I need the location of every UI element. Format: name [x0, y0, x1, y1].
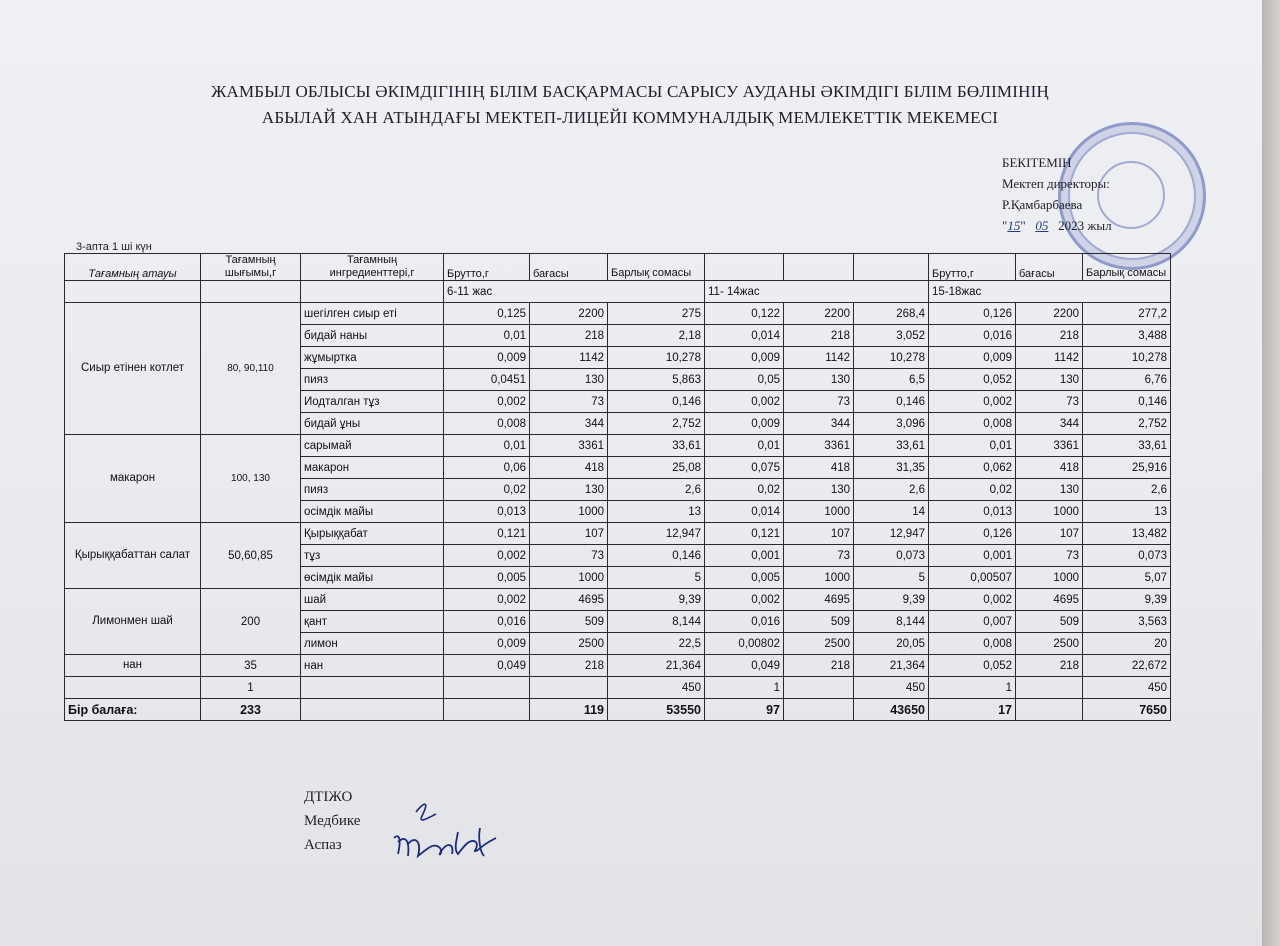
- empty-cell: [444, 677, 530, 699]
- ingredient-name: пияз: [301, 369, 444, 391]
- value-cell: 2,6: [854, 479, 929, 501]
- value-cell: 2,752: [608, 413, 705, 435]
- header-ingredients: Тағамның ингредиенттері,г: [301, 254, 444, 281]
- ingredient-name: өсімдік майы: [301, 567, 444, 589]
- value-cell: 0,146: [608, 545, 705, 567]
- value-cell: 73: [1016, 545, 1083, 567]
- date-month: 05: [1035, 218, 1049, 233]
- value-cell: 107: [1016, 523, 1083, 545]
- value-cell: 418: [530, 457, 608, 479]
- value-cell: 0,002: [929, 589, 1016, 611]
- ingredient-name: лимон: [301, 633, 444, 655]
- ingredient-name: нан: [301, 655, 444, 677]
- value-cell: 73: [530, 545, 608, 567]
- value-cell: 0,016: [705, 611, 784, 633]
- ingredient-name: жұмыртка: [301, 347, 444, 369]
- value-cell: 0,016: [444, 611, 530, 633]
- footer-line-1: ДТІЖО: [304, 789, 353, 805]
- value-cell: 0,007: [929, 611, 1016, 633]
- value-cell: 0,02: [929, 479, 1016, 501]
- value-cell: 0,06: [444, 457, 530, 479]
- ingredient-name: осімдік майы: [301, 501, 444, 523]
- approval-title: БЕКІТЕМІН: [1002, 155, 1072, 170]
- dish-name: Сиыр етінен котлет: [65, 303, 201, 435]
- dish-output: 50,60,85: [201, 523, 301, 589]
- value-cell: 2200: [784, 303, 854, 325]
- value-cell: 1000: [530, 501, 608, 523]
- value-cell: 33,61: [1083, 435, 1171, 457]
- value-cell: 20: [1083, 633, 1171, 655]
- value-cell: 218: [784, 655, 854, 677]
- header-price-3: бағасы: [1016, 254, 1083, 281]
- value-cell: 0,009: [444, 633, 530, 655]
- value-cell: 0,126: [929, 523, 1016, 545]
- dish-output: 100, 130: [201, 435, 301, 523]
- header-output: Тағамның шығымы,г: [201, 254, 301, 281]
- header-empty-1: [705, 254, 784, 281]
- age-group-1: 6-11 жас: [444, 281, 705, 303]
- value-cell: 130: [530, 369, 608, 391]
- total-value: 53550: [608, 699, 705, 721]
- ingredient-name: шегілген сиыр еті: [301, 303, 444, 325]
- value-cell: 1000: [1016, 501, 1083, 523]
- header-price-1: бағасы: [530, 254, 608, 281]
- dish-name: Лимонмен шай: [65, 589, 201, 655]
- dish-name: макарон: [65, 435, 201, 523]
- value-cell: 33,61: [608, 435, 705, 457]
- value-cell: 0,016: [929, 325, 1016, 347]
- value-cell: 2,6: [608, 479, 705, 501]
- value-cell: 21,364: [854, 655, 929, 677]
- value-cell: 73: [784, 545, 854, 567]
- age-group-2: 11- 14жас: [705, 281, 929, 303]
- value-cell: 14: [854, 501, 929, 523]
- date-year: 2023 жыл: [1058, 218, 1112, 233]
- dish-name: нан: [65, 655, 201, 677]
- ingredient-name: сарымай: [301, 435, 444, 457]
- age-group-row: [65, 281, 1171, 303]
- value-cell: 1000: [1016, 567, 1083, 589]
- table-row: [65, 435, 1171, 457]
- value-cell: 2500: [784, 633, 854, 655]
- value-cell: 418: [1016, 457, 1083, 479]
- header-row: [65, 254, 1171, 281]
- table-row: [65, 303, 1171, 325]
- value-cell: 0,001: [929, 545, 1016, 567]
- value-cell: 0,009: [929, 347, 1016, 369]
- value-cell: 0,122: [705, 303, 784, 325]
- handwritten-signature: [384, 798, 504, 868]
- ingredient-name: макарон: [301, 457, 444, 479]
- header-empty-3: [854, 254, 929, 281]
- value-cell: 0,002: [444, 545, 530, 567]
- value-cell: 0,002: [444, 391, 530, 413]
- value-cell: 130: [784, 479, 854, 501]
- extra-count-1: 1: [201, 677, 301, 699]
- value-cell: 4695: [1016, 589, 1083, 611]
- page-edge: [1262, 0, 1280, 946]
- value-cell: 130: [1016, 369, 1083, 391]
- value-cell: 22,5: [608, 633, 705, 655]
- total-value: 119: [530, 699, 608, 721]
- value-cell: 9,39: [854, 589, 929, 611]
- value-cell: 509: [784, 611, 854, 633]
- value-cell: 0,014: [705, 501, 784, 523]
- value-cell: 3,096: [854, 413, 929, 435]
- value-cell: 5: [608, 567, 705, 589]
- value-cell: 2200: [1016, 303, 1083, 325]
- value-cell: 0,049: [705, 655, 784, 677]
- total-value: 7650: [1083, 699, 1171, 721]
- value-cell: 20,05: [854, 633, 929, 655]
- value-cell: 0,121: [705, 523, 784, 545]
- value-cell: 130: [1016, 479, 1083, 501]
- extra-sum-3: 450: [1083, 677, 1171, 699]
- ingredient-name: тұз: [301, 545, 444, 567]
- value-cell: 0,146: [608, 391, 705, 413]
- value-cell: 9,39: [608, 589, 705, 611]
- value-cell: 277,2: [1083, 303, 1171, 325]
- value-cell: 218: [784, 325, 854, 347]
- title-line-1: ЖАМБЫЛ ОБЛЫСЫ ӘКІМДІГІНІҢ БІЛІМ БАСҚАРМАСЫ САРЫСУ АУДАНЫ ӘКІМДІГІ БІЛІМ БӨЛІМІНІҢ: [211, 82, 1049, 101]
- value-cell: 3,563: [1083, 611, 1171, 633]
- ingredient-name: Қырыққабат: [301, 523, 444, 545]
- ingredient-name: шай: [301, 589, 444, 611]
- value-cell: 4695: [530, 589, 608, 611]
- value-cell: 1142: [1016, 347, 1083, 369]
- header-brutto-3: Брутто,г: [929, 254, 1016, 281]
- value-cell: 130: [530, 479, 608, 501]
- value-cell: 0,00802: [705, 633, 784, 655]
- dish-output: 35: [201, 655, 301, 677]
- value-cell: 268,4: [854, 303, 929, 325]
- value-cell: 344: [530, 413, 608, 435]
- value-cell: 12,947: [854, 523, 929, 545]
- value-cell: 4695: [784, 589, 854, 611]
- value-cell: 5: [854, 567, 929, 589]
- value-cell: 13: [608, 501, 705, 523]
- value-cell: 10,278: [608, 347, 705, 369]
- header-sum-3: Барлық сомасы: [1083, 254, 1171, 281]
- value-cell: 218: [1016, 655, 1083, 677]
- value-cell: 0,05: [705, 369, 784, 391]
- value-cell: 0,002: [444, 589, 530, 611]
- value-cell: 22,672: [1083, 655, 1171, 677]
- empty-cell: [1016, 677, 1083, 699]
- value-cell: 509: [530, 611, 608, 633]
- ingredient-name: бидай наны: [301, 325, 444, 347]
- extra-count-2: 1: [705, 677, 784, 699]
- dish-output: 200: [201, 589, 301, 655]
- approval-person: Р.Қамбарбаева: [1002, 197, 1083, 212]
- value-cell: 0,009: [705, 347, 784, 369]
- total-value: 43650: [854, 699, 929, 721]
- value-cell: 2,18: [608, 325, 705, 347]
- value-cell: 0,02: [444, 479, 530, 501]
- day-label: 3-апта 1 ші күн: [76, 241, 152, 253]
- extra-count-3: 1: [929, 677, 1016, 699]
- value-cell: 3,052: [854, 325, 929, 347]
- value-cell: 107: [530, 523, 608, 545]
- value-cell: 13: [1083, 501, 1171, 523]
- value-cell: 0,0451: [444, 369, 530, 391]
- total-value: 233: [201, 699, 301, 721]
- value-cell: 0,049: [444, 655, 530, 677]
- value-cell: 1000: [784, 501, 854, 523]
- age-group-3: 15-18жас: [929, 281, 1171, 303]
- approval-position: Мектеп директоры:: [1002, 176, 1110, 191]
- value-cell: 0,005: [444, 567, 530, 589]
- value-cell: 2200: [530, 303, 608, 325]
- value-cell: 344: [1016, 413, 1083, 435]
- value-cell: 0,001: [705, 545, 784, 567]
- approval-date: "15" 05 2023 жыл: [1002, 218, 1112, 233]
- value-cell: 0,013: [444, 501, 530, 523]
- value-cell: 0,126: [929, 303, 1016, 325]
- value-cell: 0,01: [444, 325, 530, 347]
- empty-cell: [301, 699, 444, 721]
- value-cell: 8,144: [854, 611, 929, 633]
- title-line-2: АБЫЛАЙ ХАН АТЫНДАҒЫ МЕКТЕП-ЛИЦЕЙІ КОММУНАЛДЫҚ МЕМЛЕКЕТТІК МЕКЕМЕСІ: [261, 108, 999, 127]
- value-cell: 0,146: [854, 391, 929, 413]
- table-row: [65, 655, 1171, 677]
- value-cell: 0,01: [705, 435, 784, 457]
- value-cell: 0,02: [705, 479, 784, 501]
- value-cell: 0,073: [854, 545, 929, 567]
- footer-line-2: Медбике: [304, 813, 361, 829]
- ingredient-name: Иодталган тұз: [301, 391, 444, 413]
- value-cell: 107: [784, 523, 854, 545]
- empty-cell: [784, 677, 854, 699]
- approval-block: [1002, 152, 1112, 236]
- extra-row: [65, 677, 1171, 699]
- empty-cell: [530, 677, 608, 699]
- value-cell: 21,364: [608, 655, 705, 677]
- ingredient-name: бидай ұны: [301, 413, 444, 435]
- ingredient-name: қант: [301, 611, 444, 633]
- value-cell: 1142: [530, 347, 608, 369]
- value-cell: 10,278: [1083, 347, 1171, 369]
- total-value: 97: [705, 699, 784, 721]
- value-cell: 1000: [530, 567, 608, 589]
- value-cell: 0,062: [929, 457, 1016, 479]
- header-sum-1: Барлық сомасы: [608, 254, 705, 281]
- date-day: 15: [1007, 218, 1021, 233]
- value-cell: 12,947: [608, 523, 705, 545]
- value-cell: 5,07: [1083, 567, 1171, 589]
- value-cell: 0,008: [444, 413, 530, 435]
- value-cell: 0,002: [929, 391, 1016, 413]
- value-cell: 0,052: [929, 369, 1016, 391]
- value-cell: 2,6: [1083, 479, 1171, 501]
- dish-name: Қырыққабаттан салат: [65, 523, 201, 589]
- value-cell: 0,009: [705, 413, 784, 435]
- empty-cell: [444, 699, 530, 721]
- empty-cell: [1016, 699, 1083, 721]
- value-cell: 0,005: [705, 567, 784, 589]
- empty-cell: [784, 699, 854, 721]
- total-label: Бір балаға:: [65, 699, 201, 721]
- value-cell: 5,863: [608, 369, 705, 391]
- value-cell: 6,5: [854, 369, 929, 391]
- ingredient-name: пияз: [301, 479, 444, 501]
- value-cell: 6,76: [1083, 369, 1171, 391]
- table-row: [65, 523, 1171, 545]
- value-cell: 13,482: [1083, 523, 1171, 545]
- value-cell: 0,01: [444, 435, 530, 457]
- value-cell: 0,014: [705, 325, 784, 347]
- value-cell: 0,01: [929, 435, 1016, 457]
- value-cell: 218: [530, 655, 608, 677]
- value-cell: 0,008: [929, 633, 1016, 655]
- header-brutto-1: Брутто,г: [444, 254, 530, 281]
- empty-cell: [65, 677, 201, 699]
- value-cell: 1000: [784, 567, 854, 589]
- value-cell: 3361: [784, 435, 854, 457]
- value-cell: 418: [784, 457, 854, 479]
- value-cell: 3361: [1016, 435, 1083, 457]
- table-row: [65, 589, 1171, 611]
- value-cell: 25,916: [1083, 457, 1171, 479]
- value-cell: 509: [1016, 611, 1083, 633]
- value-cell: 8,144: [608, 611, 705, 633]
- value-cell: 0,002: [705, 391, 784, 413]
- value-cell: 218: [530, 325, 608, 347]
- value-cell: 0,052: [929, 655, 1016, 677]
- empty-cell: [301, 677, 444, 699]
- value-cell: 0,00507: [929, 567, 1016, 589]
- value-cell: 73: [530, 391, 608, 413]
- value-cell: 3,488: [1083, 325, 1171, 347]
- value-cell: 73: [784, 391, 854, 413]
- value-cell: 0,146: [1083, 391, 1171, 413]
- value-cell: 0,121: [444, 523, 530, 545]
- value-cell: 33,61: [854, 435, 929, 457]
- value-cell: 2500: [530, 633, 608, 655]
- footer-line-3: Аспаз: [304, 837, 342, 853]
- value-cell: 9,39: [1083, 589, 1171, 611]
- value-cell: 73: [1016, 391, 1083, 413]
- value-cell: 218: [1016, 325, 1083, 347]
- value-cell: 2500: [1016, 633, 1083, 655]
- value-cell: 3361: [530, 435, 608, 457]
- value-cell: 1142: [784, 347, 854, 369]
- value-cell: 0,009: [444, 347, 530, 369]
- value-cell: 275: [608, 303, 705, 325]
- value-cell: 0,002: [705, 589, 784, 611]
- header-name: Тағамның атауы: [65, 254, 201, 281]
- total-row: [65, 699, 1171, 721]
- extra-sum-1: 450: [608, 677, 705, 699]
- value-cell: 0,075: [705, 457, 784, 479]
- value-cell: 0,073: [1083, 545, 1171, 567]
- value-cell: 0,125: [444, 303, 530, 325]
- value-cell: 344: [784, 413, 854, 435]
- value-cell: 0,008: [929, 413, 1016, 435]
- menu-table: [64, 253, 1171, 721]
- total-value: 17: [929, 699, 1016, 721]
- header-empty-2: [784, 254, 854, 281]
- footer-signatures: [304, 785, 360, 857]
- value-cell: 130: [784, 369, 854, 391]
- value-cell: 31,35: [854, 457, 929, 479]
- value-cell: 25,08: [608, 457, 705, 479]
- value-cell: 2,752: [1083, 413, 1171, 435]
- value-cell: 10,278: [854, 347, 929, 369]
- value-cell: 0,013: [929, 501, 1016, 523]
- dish-output: 80, 90,110: [201, 303, 301, 435]
- extra-sum-2: 450: [854, 677, 929, 699]
